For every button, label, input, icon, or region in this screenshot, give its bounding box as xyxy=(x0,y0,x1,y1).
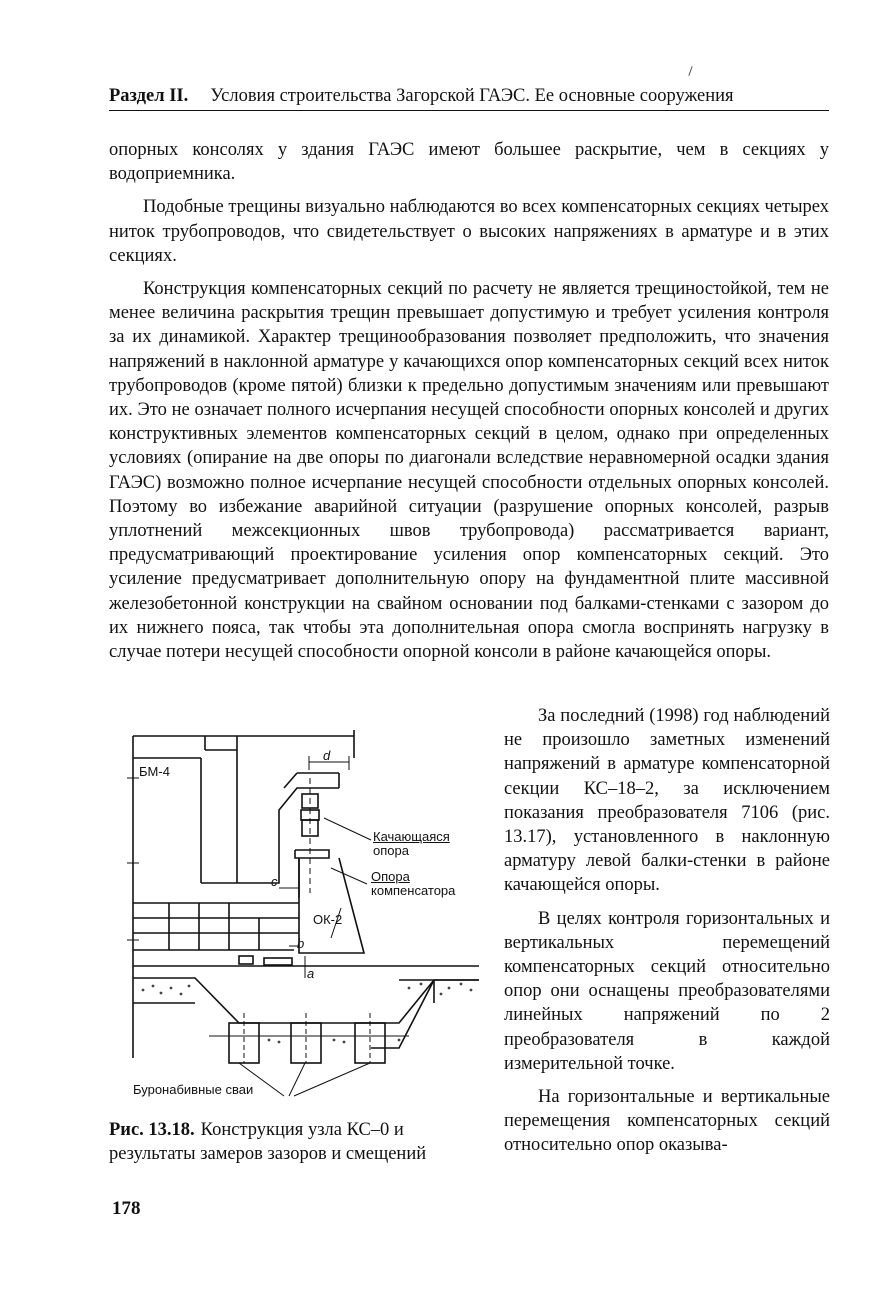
label-support2: Опора xyxy=(371,869,410,884)
page-number: 178 xyxy=(112,1198,141,1219)
label-piles: Буронабивные сваи xyxy=(133,1082,254,1097)
paragraph: За последний (1998) год наблюдений не произошло заметных изменений напряжений в арматуре компенсаторной секции КС–18–2, за исключением показания преобразователя 7106 (рис. 13.17), установленного в наклонную арматуру левой балки-стенки в районе качающейся опоры. xyxy=(504,706,830,896)
label-b: b xyxy=(297,936,305,951)
figure-13-18 xyxy=(109,718,489,1108)
paragraph: Конструкция компенсаторных секций по расчету не является трещиностойкой, тем не менее величина раскрытия трещин превышает допустимую и требует усиления контроля за их динамикой. Характер трещинообразования позволяет предположить, что значения напряжений в наклонной арматуре у качающихся опор компенсаторных секций всех ниток трубопроводов (кроме пятой) близки к предельно допустимым значениям или превышают их. Это не означает полного исчерпания несущей способности опорных консолей и других конструктивных элементов компенсаторных секций в целом, однако при определенных условиях (опирание на две опоры по диагонали вследствие неравномерной осадки здания ГАЭС) возможно полное исчерпание несущей способности отдельных опорных консолей. Поэтому во избежание аварийной ситуации (разрушение опорных консолей, разрыв уплотнений межсекционных швов трубопровода) рассматривается вариант, предусматривающий проектирование усиления опор компенсаторных секций. Это усиление предусматривает дополнительную опору на фундаментной плите массивной железобетонной конструкции на свайном основании под балками-стенками с зазором до их нижнего пояса, так чтобы эта дополнительная опора смогла воспринять нагрузку в случае потери несущей способности опорной консоли в районе качающейся опоры. xyxy=(109,279,829,663)
paragraph: Подобные трещины визуально наблюдаются во всех компенсаторных секциях четырех ниток трубопроводов, что свидетельствует о высоких напряжениях в арматуре и в этих секциях. xyxy=(109,197,829,266)
caption-text: Конструкция узла КС–0 и результаты замеров зазоров и смещений xyxy=(109,1120,427,1165)
running-header xyxy=(109,86,829,111)
label-bm4: БМ-4 xyxy=(139,764,170,779)
right-column-text xyxy=(504,704,830,1167)
label-compensator: компенсатора xyxy=(371,883,456,898)
paragraph: В целях контроля горизонтальных и вертикальных перемещений компенсаторных секций относительно опор они оснащены преобразователями линейных напряжений по 2 преобразователя в каждой измерительной точке. xyxy=(504,908,830,1074)
header-title: Условия строительства Загорской ГАЭС. Ее основные сооружения xyxy=(210,86,734,106)
section-label: Раздел II. xyxy=(109,86,189,106)
paragraph: На горизонтальные и вертикальные перемещения компенсаторных секций относительно опор оказыва- xyxy=(504,1087,830,1156)
label-swing-support xyxy=(373,830,450,858)
caption-label: Рис. 13.18. xyxy=(109,1120,195,1140)
label-a: a xyxy=(307,966,315,981)
figure-caption xyxy=(109,1118,489,1166)
label-d: d xyxy=(323,748,331,763)
label-compensator-support xyxy=(371,870,455,898)
label-ok2: ОК-2 xyxy=(313,912,343,927)
main-text xyxy=(109,138,829,673)
scan-mark xyxy=(688,66,692,76)
label-support-word: опора xyxy=(373,843,409,858)
label-swing: Качающаяся xyxy=(373,829,450,844)
paragraph: опорных консолях у здания ГАЭС имеют большее раскрытие, чем в секциях у водоприемника. xyxy=(109,140,829,185)
label-c: c xyxy=(271,874,278,889)
